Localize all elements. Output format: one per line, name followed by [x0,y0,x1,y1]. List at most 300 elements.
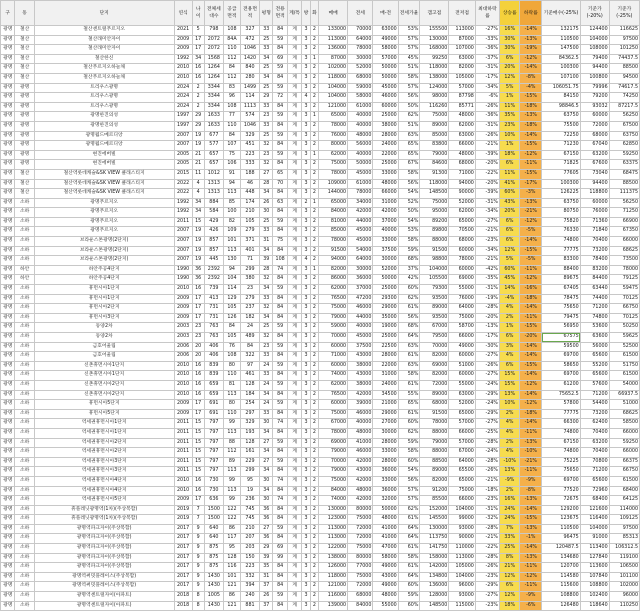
table-cell[interactable]: 32 [260,275,273,285]
table-cell[interactable]: 798 [204,26,223,36]
table-cell[interactable]: 94500 [609,73,639,83]
table-cell[interactable]: 66300 [542,419,581,429]
table-cell[interactable]: -39% [475,150,499,160]
table-cell[interactable]: 계 [287,505,301,515]
table-cell[interactable]: 657 [204,150,223,160]
table-cell[interactable]: 59 [273,438,287,448]
table-cell[interactable]: 55000 [373,601,398,611]
table-cell[interactable]: 46000 [348,448,373,458]
table-cell[interactable]: 광명 [15,121,34,131]
table-cell[interactable]: 57000 [373,54,398,64]
table-cell[interactable]: 15 [192,467,204,477]
table-cell[interactable]: 소하 [15,256,34,266]
table-cell[interactable]: 광명 [1,198,15,208]
table-cell[interactable]: 2 [310,304,318,314]
table-cell[interactable]: 659 [204,390,223,400]
table-cell[interactable]: 55000 [449,285,476,295]
table-cell[interactable]: 52000 [449,400,476,410]
table-cell[interactable]: 19 [240,486,259,496]
table-cell[interactable]: 223 [240,150,259,160]
table-cell[interactable]: 1633 [204,112,223,122]
table-cell[interactable]: 78000 [319,121,348,131]
table-row[interactable] [1,457,640,467]
table-cell[interactable]: -15% [520,323,542,333]
column-header[interactable]: 전용면적 [273,1,287,26]
table-cell[interactable]: 3 [302,121,310,131]
table-cell[interactable]: 134800 [420,572,449,582]
table-cell[interactable]: 16 [192,380,204,390]
table-cell[interactable]: 광명 [15,150,34,160]
table-cell[interactable]: 36 [260,534,273,544]
table-cell[interactable]: 81000 [319,217,348,227]
table-cell[interactable]: -11% [520,265,542,275]
table-cell[interactable]: 광명 [1,189,15,199]
column-header[interactable]: 기준매수(-25%) [542,1,581,26]
table-cell[interactable]: 2 [310,35,318,45]
table-cell[interactable]: 2 [192,93,204,103]
table-cell[interactable]: 광명 [1,121,15,131]
table-cell[interactable]: 56000 [348,141,373,151]
table-cell[interactable]: 60% [499,189,519,199]
table-cell[interactable]: -8% [520,486,542,496]
table-cell[interactable]: 광명 [1,26,15,36]
table-cell[interactable]: 60% [398,601,420,611]
table-cell[interactable]: 28000 [373,131,398,141]
table-cell[interactable]: 2 [310,64,318,74]
table-cell[interactable]: 94 [223,179,240,189]
table-cell[interactable]: 브라운스톤광명(2단지) [34,237,174,247]
table-cell[interactable]: 2006 [174,342,192,352]
table-cell[interactable]: 91000 [580,534,609,544]
table-cell[interactable]: 66375 [609,457,639,467]
table-cell[interactable]: 64000 [348,35,373,45]
table-cell[interactable]: 광명 [1,467,15,477]
table-cell[interactable]: 75000 [420,198,449,208]
column-header[interactable]: 동 [15,1,34,26]
table-cell[interactable]: 3 [302,476,310,486]
table-cell[interactable]: 129200 [542,505,581,515]
table-cell[interactable]: 3 [302,160,310,170]
table-cell[interactable]: 3 [302,189,310,199]
table-cell[interactable]: 2 [310,256,318,266]
table-cell[interactable]: 17 [192,35,204,45]
table-cell[interactable]: 광명 [1,256,15,266]
table-cell[interactable]: -12% [520,217,542,227]
table-cell[interactable]: 65600 [580,352,609,362]
table-row[interactable] [1,45,640,55]
table-cell[interactable]: 158000 [420,553,449,563]
table-cell[interactable]: 광명 [1,102,15,112]
table-cell[interactable]: -13% [520,553,542,563]
table-cell[interactable]: 73200 [580,409,609,419]
table-cell[interactable]: 57% [398,496,420,506]
table-cell[interactable]: 43000 [348,467,373,477]
table-cell[interactable]: 2006 [174,352,192,362]
table-cell[interactable]: 2 [310,380,318,390]
table-cell[interactable]: -21% [475,141,499,151]
table-cell[interactable]: 127840 [580,553,609,563]
table-row[interactable] [1,208,640,218]
table-cell[interactable]: 계 [287,601,301,611]
table-cell[interactable]: 61200 [542,380,581,390]
table-cell[interactable]: 57800 [542,400,581,410]
table-cell[interactable]: 13% [499,390,519,400]
table-cell[interactable]: 3 [302,102,310,112]
table-cell[interactable]: 657 [204,160,223,170]
table-cell[interactable]: 광명 [1,553,15,563]
table-cell[interactable]: 84 [273,563,287,573]
table-cell[interactable]: 83200 [580,265,609,275]
table-cell[interactable]: 65 [273,169,287,179]
table-cell[interactable]: 86 [223,592,240,602]
table-row[interactable] [1,313,640,323]
table-cell[interactable]: 59 [273,112,287,122]
table-cell[interactable]: -14% [520,237,542,247]
table-cell[interactable]: 계 [287,26,301,36]
table-cell[interactable]: 9 [192,524,204,534]
table-cell[interactable]: 68% [398,323,420,333]
table-cell[interactable]: 역세권휴먼시아5단지 [34,496,174,506]
table-cell[interactable]: 11 [192,169,204,179]
table-cell[interactable]: 136000 [319,45,348,55]
table-cell[interactable]: 82000 [420,476,449,486]
table-row[interactable] [1,553,640,563]
table-cell[interactable]: 58% [398,371,420,381]
table-cell[interactable]: 98846.5 [542,102,581,112]
table-cell[interactable]: 105 [223,333,240,343]
table-cell[interactable]: 28 [260,265,273,275]
table-cell[interactable]: 광명 [1,352,15,362]
table-cell[interactable]: 역세권휴먼시아4단지 [34,476,174,486]
table-cell[interactable]: 3 [302,592,310,602]
table-cell[interactable]: -10% [520,448,542,458]
table-cell[interactable]: 소하 [15,361,34,371]
table-cell[interactable]: 61% [398,352,420,362]
table-cell[interactable]: 394 [240,582,259,592]
table-row[interactable] [1,73,640,83]
table-cell[interactable]: 66750 [609,304,639,314]
table-cell[interactable]: 739 [204,285,223,295]
table-cell[interactable]: 57000 [449,83,476,93]
table-cell[interactable]: 113 [223,467,240,477]
table-cell[interactable]: 76330 [542,227,581,237]
table-row[interactable] [1,601,640,611]
table-cell[interactable]: 132175 [542,26,581,36]
table-cell[interactable]: 76500 [319,390,348,400]
table-cell[interactable]: 광명 [1,141,15,151]
table-cell[interactable]: 신촌휴먼시아2단지 [34,380,174,390]
table-cell[interactable]: 123000 [319,515,348,525]
table-cell[interactable]: 광명 [1,342,15,352]
table-cell[interactable]: 240 [240,592,259,602]
table-cell[interactable]: 74000 [319,371,348,381]
table-cell[interactable]: 46000 [373,93,398,103]
table-cell[interactable]: 297 [240,409,259,419]
table-cell[interactable]: 84 [273,45,287,55]
table-cell[interactable]: 계 [287,361,301,371]
table-cell[interactable]: 68000 [348,592,373,602]
table-cell[interactable]: 계 [287,323,301,333]
table-cell[interactable]: 22500 [373,342,398,352]
table-cell[interactable]: 6% [499,582,519,592]
table-cell[interactable]: 84 [273,26,287,36]
table-cell[interactable]: 19 [192,246,204,256]
table-cell[interactable]: 소하 [15,419,34,429]
table-cell[interactable]: 12% [499,572,519,582]
table-cell[interactable]: 60000 [449,246,476,256]
table-cell[interactable]: 54000 [348,246,373,256]
table-cell[interactable]: 84 [273,448,287,458]
table-cell[interactable]: 2 [310,179,318,189]
table-cell[interactable]: 역세권휴먼시아1단지 [34,428,174,438]
table-cell[interactable]: 77000 [348,563,373,573]
table-cell[interactable]: 84 [273,333,287,343]
table-cell[interactable]: 98000 [420,93,449,103]
table-cell[interactable]: 22000 [373,361,398,371]
table-cell[interactable]: 461 [240,371,259,381]
table-row[interactable] [1,342,640,352]
table-cell[interactable]: 95000 [420,208,449,218]
table-cell[interactable]: 계 [287,428,301,438]
table-cell[interactable]: 112 [223,448,240,458]
table-cell[interactable]: 1568 [204,54,223,64]
table-cell[interactable]: 휴먼시아5단지 [34,400,174,410]
table-cell[interactable]: 62000 [449,121,476,131]
table-cell[interactable]: -13% [520,438,542,448]
table-cell[interactable]: 65500 [449,467,476,477]
table-cell[interactable]: 3 [302,54,310,64]
table-cell[interactable]: 63% [398,342,420,352]
table-cell[interactable]: 역세권휴먼시아2단지 [34,448,174,458]
table-cell[interactable]: 74 [273,476,287,486]
table-cell[interactable]: 70 [273,179,287,189]
table-cell[interactable]: 62% [398,428,420,438]
table-cell[interactable]: 19 [192,237,204,247]
table-cell[interactable]: -34% [475,246,499,256]
table-cell[interactable]: 33 [260,121,273,131]
table-cell[interactable]: 67000 [420,323,449,333]
table-cell[interactable]: 130000 [420,35,449,45]
table-cell[interactable]: 89 [223,457,240,467]
table-cell[interactable]: 61% [398,544,420,554]
table-cell[interactable]: 82000 [449,64,476,74]
table-cell[interactable]: 104000 [319,83,348,93]
table-cell[interactable]: 49000 [373,563,398,573]
table-cell[interactable]: 78000 [420,419,449,429]
table-cell[interactable]: 279 [240,294,259,304]
table-row[interactable] [1,294,640,304]
table-cell[interactable]: 37500 [348,342,373,352]
table-cell[interactable]: 37 [260,582,273,592]
table-cell[interactable]: 223 [240,563,259,573]
table-cell[interactable]: 3 [302,582,310,592]
table-cell[interactable]: 소하 [15,601,34,611]
table-cell[interactable]: 32 [260,333,273,343]
table-cell[interactable]: 3 [302,313,310,323]
table-cell[interactable]: 70125 [609,313,639,323]
table-cell[interactable]: -21% [475,534,499,544]
table-cell[interactable]: 68625 [609,409,639,419]
table-cell[interactable]: 61500 [609,371,639,381]
table-cell[interactable]: 35% [499,112,519,122]
column-header[interactable]: 최대하락률 [475,1,499,26]
table-cell[interactable]: -11% [520,582,542,592]
table-cell[interactable]: 광명 [1,169,15,179]
table-cell[interactable]: 10% [499,131,519,141]
table-cell[interactable]: 소하 [15,496,34,506]
table-cell[interactable]: 광명 [1,563,15,573]
table-cell[interactable]: 763 [204,333,223,343]
table-cell[interactable]: 35000 [373,313,398,323]
table-cell[interactable]: 3 [302,534,310,544]
table-cell[interactable]: -34% [475,83,499,93]
table-row[interactable] [1,26,640,36]
table-cell[interactable]: 소하 [15,534,34,544]
table-cell[interactable]: 254 [240,400,259,410]
table-cell[interactable]: 182 [240,313,259,323]
table-cell[interactable]: -28% [475,457,499,467]
table-cell[interactable]: 63750 [542,112,581,122]
table-cell[interactable]: 1430 [204,601,223,611]
table-cell[interactable]: 광명 [1,361,15,371]
table-row[interactable] [1,131,640,141]
table-cell[interactable]: 60% [398,285,420,295]
table-cell[interactable]: 계 [287,93,301,103]
table-cell[interactable]: 2 [310,544,318,554]
table-cell[interactable]: 110 [223,45,240,55]
table-cell[interactable]: 48000 [373,592,398,602]
table-cell[interactable]: 소하 [15,217,34,227]
table-cell[interactable]: 71840 [580,227,609,237]
table-cell[interactable]: -18% [520,121,542,131]
table-cell[interactable]: 106051.75 [542,83,581,93]
table-cell[interactable]: 역세권휴먼시아1단지 [34,419,174,429]
table-cell[interactable]: 84 [273,121,287,131]
table-cell[interactable]: 계 [287,64,301,74]
column-header[interactable]: 전세가율 [398,1,420,26]
table-cell[interactable]: 67350 [609,227,639,237]
table-cell[interactable]: 3 [302,179,310,189]
table-cell[interactable]: 40000 [373,227,398,237]
table-cell[interactable]: 79200 [580,93,609,103]
table-cell[interactable]: 413 [204,294,223,304]
table-cell[interactable]: 72000 [348,534,373,544]
table-cell[interactable]: 333 [240,160,259,170]
table-cell[interactable]: 소하 [15,582,34,592]
table-cell[interactable]: 64000 [449,304,476,314]
table-cell[interactable]: 113 [223,486,240,496]
table-cell[interactable]: 96000 [449,582,476,592]
table-cell[interactable]: 광명 [1,534,15,544]
table-cell[interactable]: 70000 [348,26,373,36]
table-cell[interactable]: 휴플레닛광명역(1차)(주상복합) [34,505,174,515]
table-cell[interactable]: 745 [240,515,259,525]
table-cell[interactable]: 계 [287,246,301,256]
table-cell[interactable]: -21% [520,457,542,467]
table-cell[interactable]: 30% [499,45,519,55]
table-cell[interactable]: 계 [287,486,301,496]
table-cell[interactable]: -29% [475,390,499,400]
table-cell[interactable]: -23% [475,572,499,582]
table-cell[interactable]: 34 [260,428,273,438]
table-cell[interactable]: 30000 [348,265,373,275]
table-cell[interactable]: 42000 [373,208,398,218]
table-cell[interactable]: 63% [398,131,420,141]
table-cell[interactable]: 5% [499,256,519,266]
table-cell[interactable]: 123675 [542,515,581,525]
table-cell[interactable]: 108 [223,352,240,362]
table-cell[interactable]: 광명역파크자이(주상복합) [34,544,174,554]
table-cell[interactable]: 56950 [542,323,581,333]
table-cell[interactable]: 3 [302,380,310,390]
table-cell[interactable]: 59 [273,285,287,295]
table-cell[interactable]: 17 [192,400,204,410]
table-cell[interactable]: 84 [273,73,287,83]
table-cell[interactable]: 1997 [174,121,192,131]
table-cell[interactable]: 소하 [15,198,34,208]
table-cell[interactable]: 73500 [609,256,639,266]
table-cell[interactable]: 67000 [319,419,348,429]
table-cell[interactable]: 88000 [420,428,449,438]
table-cell[interactable]: 89200 [420,217,449,227]
table-cell[interactable]: 1992 [174,208,192,218]
table-cell[interactable]: 58650 [542,361,581,371]
table-cell[interactable]: 875 [204,544,223,554]
table-cell[interactable]: 21% [499,563,519,573]
table-cell[interactable]: 75000 [319,304,348,314]
table-cell[interactable]: 105 [223,304,240,314]
table-cell[interactable]: 소하 [15,457,34,467]
table-cell[interactable]: 19 [192,131,204,141]
table-cell[interactable]: 79500 [420,333,449,343]
table-cell[interactable]: 24000 [373,141,398,151]
table-cell[interactable]: 계 [287,371,301,381]
table-cell[interactable]: 33 [260,352,273,362]
table-cell[interactable]: 65000 [319,112,348,122]
table-cell[interactable]: 65% [398,150,420,160]
table-cell[interactable]: 99 [223,476,240,486]
table-cell[interactable]: 75000 [348,544,373,554]
table-cell[interactable]: 3 [302,496,310,506]
table-cell[interactable]: 75650 [542,304,581,314]
table-cell[interactable]: 3 [302,285,310,295]
table-cell[interactable]: 106312.5 [609,544,639,554]
table-cell[interactable]: -6% [475,93,499,103]
table-cell[interactable]: 107100 [542,73,581,83]
table-cell[interactable]: 118000 [319,73,348,83]
table-cell[interactable]: 2017 [174,524,192,534]
table-cell[interactable]: 1500 [204,505,223,515]
table-cell[interactable]: -15% [520,246,542,256]
table-cell[interactable]: 110 [223,371,240,381]
table-cell[interactable]: 광명 [1,323,15,333]
table-cell[interactable]: 철산역롯데캐슬&SK VIEW 클래스티지 [34,169,174,179]
table-cell[interactable]: 1 [310,198,318,208]
table-cell[interactable]: 2 [310,237,318,247]
table-cell[interactable]: 2 [310,438,318,448]
table-row[interactable] [1,217,640,227]
column-header[interactable]: 화 [310,1,318,26]
table-row[interactable] [1,496,640,506]
table-cell[interactable]: 83300 [542,256,581,266]
table-cell[interactable]: 2011 [174,448,192,458]
table-cell[interactable]: 54% [398,189,420,199]
table-cell[interactable]: 40000 [348,121,373,131]
table-cell[interactable]: 113 [223,189,240,199]
table-cell[interactable]: 36 [260,505,273,515]
table-cell[interactable]: 69 [273,544,287,554]
table-cell[interactable]: 36000 [373,486,398,496]
